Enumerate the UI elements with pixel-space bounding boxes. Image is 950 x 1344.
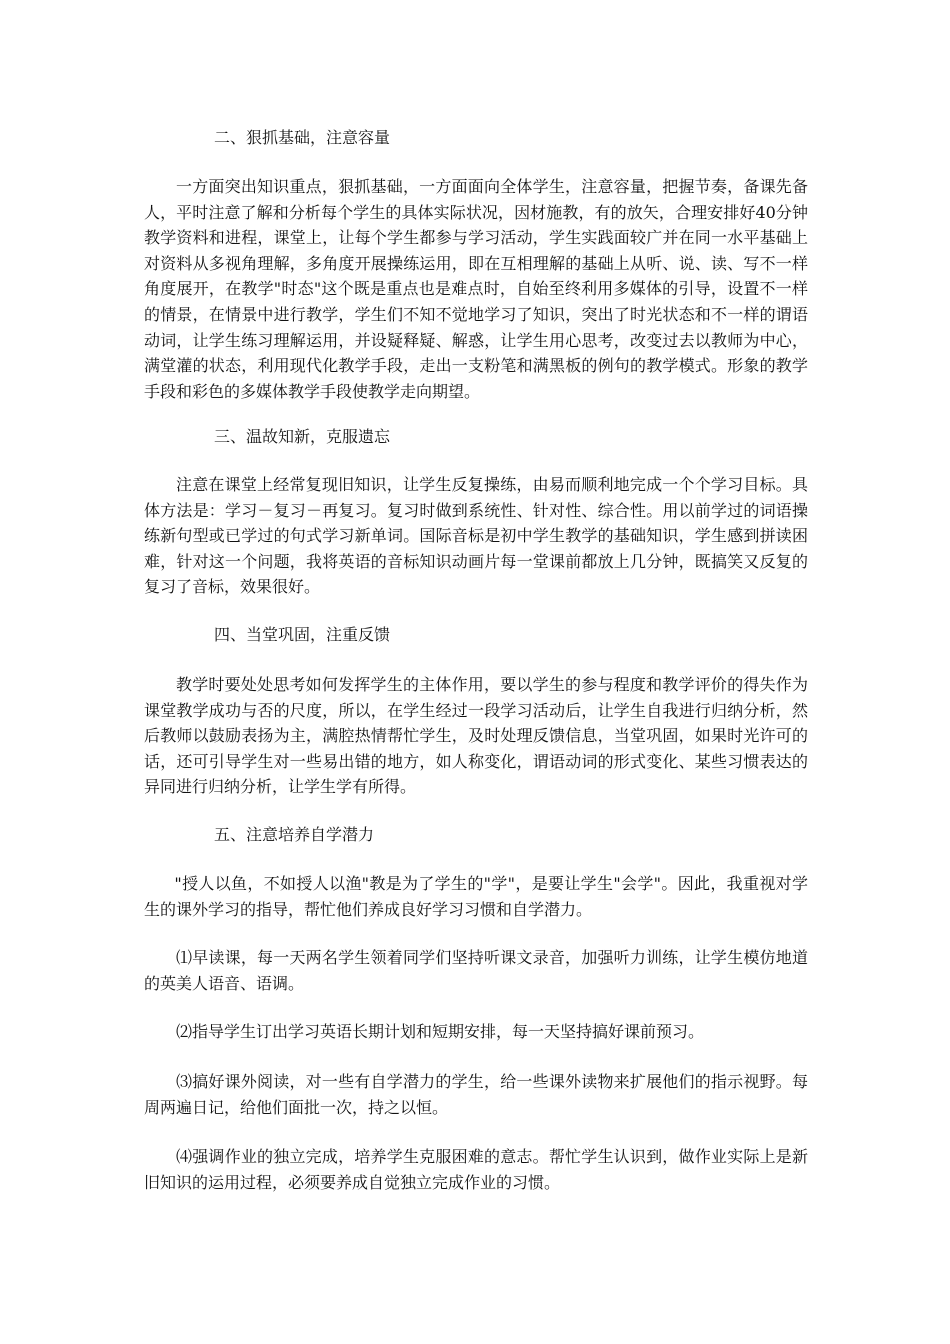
list-item-4: ⑷强调作业的独立完成，培养学生克服困难的意志。帮忙学生认识到，做作业实际上是新旧知识的运用过程，必须要养成自觉独立完成作业的习惯。 [144, 1147, 808, 1192]
section-heading-5: 五、注意培养自学潜力 [214, 825, 375, 844]
list-item-3: ⑶搞好课外阅读，对一些有自学潜力的学生，给一些课外读物来扩展他们的指示视野。每周两遍日记，给他们面批一次，持之以恒。 [144, 1072, 808, 1117]
list-item-2: ⑵指导学生订出学习英语长期计划和短期安排，每一天坚持搞好课前预习。 [176, 1022, 705, 1041]
section-5-intro-paragraph: "授人以鱼，不如授人以渔"教是为了学生的"学"，是要让学生"会学"。因此，我重视对学生的课外学习的指导，帮忙他们养成良好学习习惯和自学潜力。 [144, 874, 808, 919]
list-item-1: ⑴早读课，每一天两名学生领着同学们坚持听课文录音，加强听力训练，让学生模仿地道的英美人语音、语调。 [144, 948, 808, 993]
section-heading-2: 二、狠抓基础，注意容量 [214, 128, 391, 147]
section-3-paragraph: 注意在课堂上经常复现旧知识，让学生反复操练，由易而顺利地完成一个个学习目标。具体方法是：学习－复习－再复习。复习时做到系统性、针对性、综合性。用以前学过的词语操练新句型或已学过的句式学习新单词。国际音标是初中学生教学的基础知识，学生感到拼读困难，针对这一个问题，我将英语的音标知识动画片每一堂课前都放上几分钟，既搞笑又反复的复习了音标，效果很好。 [144, 475, 808, 597]
section-heading-4: 四、当堂巩固，注重反馈 [214, 625, 391, 644]
section-2-paragraph: 一方面突出知识重点，狠抓基础，一方面面向全体学生，注意容量，把握节奏，备课先备人，平时注意了解和分析每个学生的具体实际状况，因材施教，有的放矢，合理安排好40分钟教学资料和进程，课堂上，让每个学生都参与学习活动，学生实践面较广并在同一水平基础上对资料从多视角理解，多角度开展操练运用，即在互相理解的基础上从听、说、读、写不一样角度展开，在教学"时态"这个既是重点也是难点时，自始至终利用多媒体的引导，设置不一样的情景，在情景中进行教学，学生们不知不觉地学习了知识，突出了时光状态和不一样的谓语动词，让学生练习理解运用，并设疑释疑、解惑，让学生用心思考，改变过去以教师为中心，满堂灌的状态，利用现代化教学手段，走出一支粉笔和满黑板的例句的教学模式。形象的教学手段和彩色的多媒体教学手段使教学走向期望。 [144, 177, 808, 401]
section-4-paragraph: 教学时要处处思考如何发挥学生的主体作用，要以学生的参与程度和教学评价的得失作为课堂教学成功与否的尺度，所以，在学生经过一段学习活动后，让学生自我进行归纳分析，然后教师以鼓励表扬为主，满腔热情帮忙学生，及时处理反馈信息，当堂巩固，如果时光许可的话，还可引导学生对一些易出错的地方，如人称变化，谓语动词的形式变化、某些习惯表达的异同进行归纳分析，让学生学有所得。 [144, 675, 808, 797]
section-heading-3: 三、温故知新，克服遗忘 [214, 427, 391, 446]
